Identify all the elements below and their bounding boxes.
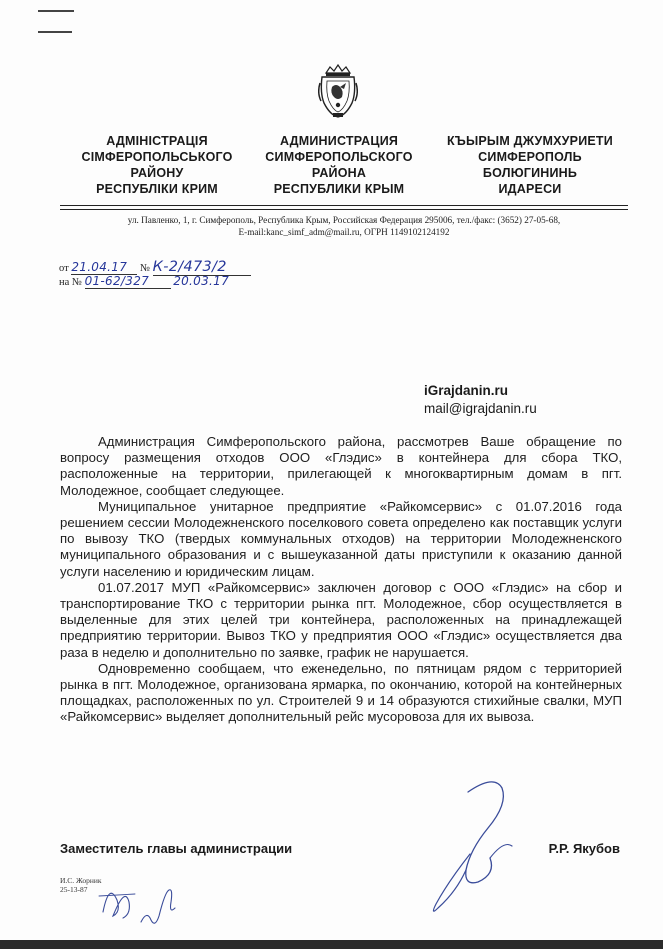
corner-mark <box>38 31 72 33</box>
address-block <box>60 214 628 238</box>
org-name-line: СИМФЕРОПОЛЬСКОГО <box>265 150 413 164</box>
handwritten-signature <box>408 770 528 930</box>
letter-body <box>60 434 622 726</box>
signatory-name: Р.Р. Якубов <box>548 841 620 856</box>
recipient-block <box>424 382 537 418</box>
scan-edge <box>0 940 663 949</box>
org-name-line: СІМФЕРОПОЛЬСЬКОГО <box>81 150 233 164</box>
handwritten-initials <box>95 872 205 932</box>
coat-of-arms-emblem <box>318 63 358 119</box>
org-name-line: КЪЫРЫМ ДЖУМХУРИЕТИ <box>447 134 613 148</box>
body-paragraph: Администрация Симферопольского района, рассмотрев Ваше обращение по вопросу размещения отходов ООО «Глэдис» в контейнера для сбора ТКО, расположенные на территории, прилегающей к многоквартирным домам в пгт. Молодежное, сообщает следующее. <box>60 434 622 498</box>
org-name-line: СИМФЕРОПОЛЬ <box>478 150 582 164</box>
corner-mark <box>38 10 74 12</box>
reply-label: на № <box>59 277 82 288</box>
org-name-line: АДМИНИСТРАЦИЯ <box>279 134 399 148</box>
org-name-line: БОЛЮГИНИНЬ <box>482 166 578 180</box>
incoming-date: 20.03.17 <box>173 274 230 288</box>
header-divider <box>60 209 628 210</box>
incoming-number: 01-62/327 <box>85 274 171 289</box>
org-name-line: РЕСПУБЛІКИ КРИМ <box>96 182 218 196</box>
executor-phone: 25-13-87 <box>60 885 88 894</box>
incoming-reference <box>59 274 237 289</box>
org-name-ukrainian <box>62 133 252 197</box>
address-line: ул. Павленко, 1, г. Симферополь, Республика Крым, Российская Федерация 295006, тел./факс: (3652) 27-05-68, <box>127 215 561 225</box>
body-paragraph: Муниципальное унитарное предприятие «Райкомсервис» с 01.07.2016 года решением сессии Молодежненского поселкового совета определено как поставщик услуги по вывозу ТКО (твердых коммунальных отходов) на территории Молодежненского муниципального образования и с вышеуказанной даты приступили к оказанию данной услуги населению и юридическим лицам. <box>60 498 622 579</box>
number-label: № <box>139 263 150 274</box>
org-name-russian <box>250 133 428 197</box>
signatory-position: Заместитель главы администрации <box>60 841 293 856</box>
outgoing-date: 21.04.17 <box>71 260 137 275</box>
executor-name: И.С. Жорник <box>60 876 102 885</box>
org-name-line: РЕСПУБЛИКИ КРЫМ <box>273 182 405 196</box>
org-name-crimean-tatar <box>425 133 635 197</box>
body-paragraph: 01.07.2017 МУП «Райкомсервис» заключен договор с ООО «Глэдис» на сбор и транспортирование ТКО с территории рынка пгт. Молодежное, сбор осуществляется в выделенные для этих целей три контейнера, расположенных на принадлежащей предприятию территории. Вывоз ТКО у предприятия ООО «Глэдис» осуществляется два раза в неделю и дополнительно по заявке, график не нарушается. <box>60 579 622 660</box>
from-label: от <box>59 263 69 274</box>
recipient-site: iGrajdanin.ru <box>424 383 509 398</box>
org-name-line: АДМІНІСТРАЦІЯ <box>106 134 208 148</box>
org-name-line: РАЙОНУ <box>130 166 184 180</box>
org-name-line: ИДАРЕСИ <box>498 182 562 196</box>
contact-line: E-mail:kanc_simf_adm@mail.ru, ОГРН 1149102124192 <box>238 227 450 237</box>
body-paragraph: Одновременно сообщаем, что еженедельно, по пятницам рядом с территорией рынка в пгт. Молодежное, организована ярмарка, по окончанию, которой на контейнерных площадках, расположенных по ул. Строителей 9 и 14 образуются стихийные свалки, МУП «Райкомсервис» выделяет дополнительный рейс мусоровоза для их вывоза. <box>60 660 622 725</box>
org-name-line: РАЙОНА <box>311 166 367 180</box>
header-divider <box>60 205 628 206</box>
recipient-email: mail@igrajdanin.ru <box>424 401 537 416</box>
outgoing-number: К-2/473/2 <box>153 259 251 276</box>
